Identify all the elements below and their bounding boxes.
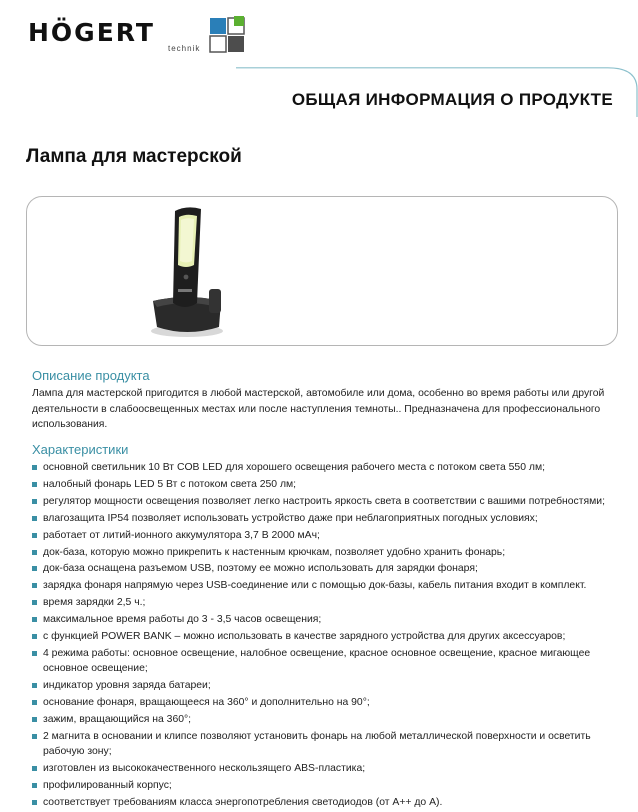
bullet-icon [32,550,37,555]
bullet-icon [32,783,37,788]
bullet-icon [32,700,37,705]
characteristics-list [32,460,628,812]
bullet-icon [32,566,37,571]
list-item-text: основной светильник 10 Вт COB LED для хорошего освещения рабочего места с потоком света 550 лм; [43,462,545,473]
list-item [32,678,628,693]
list-item [32,729,628,760]
brand-squares-icon [208,16,250,54]
list-item-text: индикатор уровня заряда батареи; [43,680,211,692]
list-item-text: влагозащита IP54 позволяет использовать устройство даже при неблагоприятных погодных условиях; [43,512,538,524]
list-item-text: время зарядки 2,5 ч.; [43,597,146,609]
list-item [32,561,628,576]
list-item [32,595,628,610]
list-item-text: соответствует требованиям класса энергопотребления светодиодов (от A++ до A). [43,797,443,809]
list-item [32,494,628,509]
list-item-text: с функцией POWER BANK – можно использовать в качестве зарядного устройства для других аксессуаров; [43,631,566,643]
product-title: Лампа для мастерской [26,146,242,167]
list-item [32,629,628,644]
brand-logo [28,14,228,54]
brand-name: HÖGERT [28,18,155,47]
list-item [32,545,628,560]
bullet-icon [32,800,37,805]
bullet-icon [32,617,37,622]
list-item-text: работает от литий-ионного аккумулятора 3,7 В 2000 мАч; [43,529,320,541]
bullet-icon [32,600,37,605]
list-item [32,778,628,793]
list-item [32,460,628,475]
list-item-text: док-база оснащена разъемом USB, поэтому ее можно использовать для зарядки фонаря; [43,563,478,575]
description-text: Лампа для мастерской пригодится в любой мастерской, автомобиле или дома, особенно во время работы или другой деятельности в слабоосвещенных местах или после наступления темноты.. Предназначена для профессионального использования. [32,388,605,430]
description-heading: Описание продукта [32,368,150,383]
bullet-icon [32,516,37,521]
list-item [32,795,628,810]
list-item-text: изготовлен из высококачественного нескользящего ABS-пластика; [43,763,366,775]
list-item [32,695,628,710]
list-item-text: максимальное время работы до 3 - 3,5 часов освещения; [43,614,322,626]
list-item-text: регулятор мощности освещения позволяет легко настроить яркость света в соответствии с вашими потребностями; [43,495,605,507]
bullet-icon [32,499,37,504]
bullet-icon [32,533,37,538]
bullet-icon [32,482,37,487]
list-item [32,761,628,776]
list-item-text: налобный фонарь LED 5 Вт с потоком света 250 лм; [43,478,297,490]
bullet-icon [32,766,37,771]
bullet-icon [32,634,37,639]
bullet-icon [32,734,37,739]
list-item-text: зажим, вращающийся на 360°; [43,714,192,726]
list-item [32,578,628,593]
bullet-icon [32,583,37,588]
list-item [32,712,628,727]
list-item-text: профилированный корпус; [43,780,172,792]
list-item-text: док-база, которую можно прикрепить к настенным крючкам, позволяет удобно хранить фонарь; [43,546,506,558]
product-image-frame [26,196,618,346]
list-item [32,477,628,492]
brand-sub: technik [168,44,201,53]
work-lamp-image [147,203,227,341]
section-title: ОБЩАЯ ИНФОРМАЦИЯ О ПРОДУКТЕ [291,90,613,109]
list-item [32,646,628,677]
characteristics-heading: Характеристики [32,442,129,457]
list-item-text: 2 магнита в основании и клипсе позволяют установить фонарь на любой металлической поверхности и осветить рабочую зону; [43,731,591,758]
list-item [32,612,628,627]
list-item [32,511,628,526]
list-item-text: 4 режима работы: основное освещение, налобное освещение, красное основное освещение, красное мигающее основное освещение; [43,647,591,675]
bullet-icon [32,651,37,656]
list-item [32,528,628,543]
bullet-icon [32,683,37,688]
list-item-text: зарядка фонаря напрямую через USB-соединение или с помощью док-базы, кабель питания входит в комплект. [43,580,587,592]
list-item-text: основание фонаря, вращающееся на 360° и дополнительно на 90°; [43,697,370,709]
bullet-icon [32,465,37,470]
bullet-icon [32,717,37,722]
